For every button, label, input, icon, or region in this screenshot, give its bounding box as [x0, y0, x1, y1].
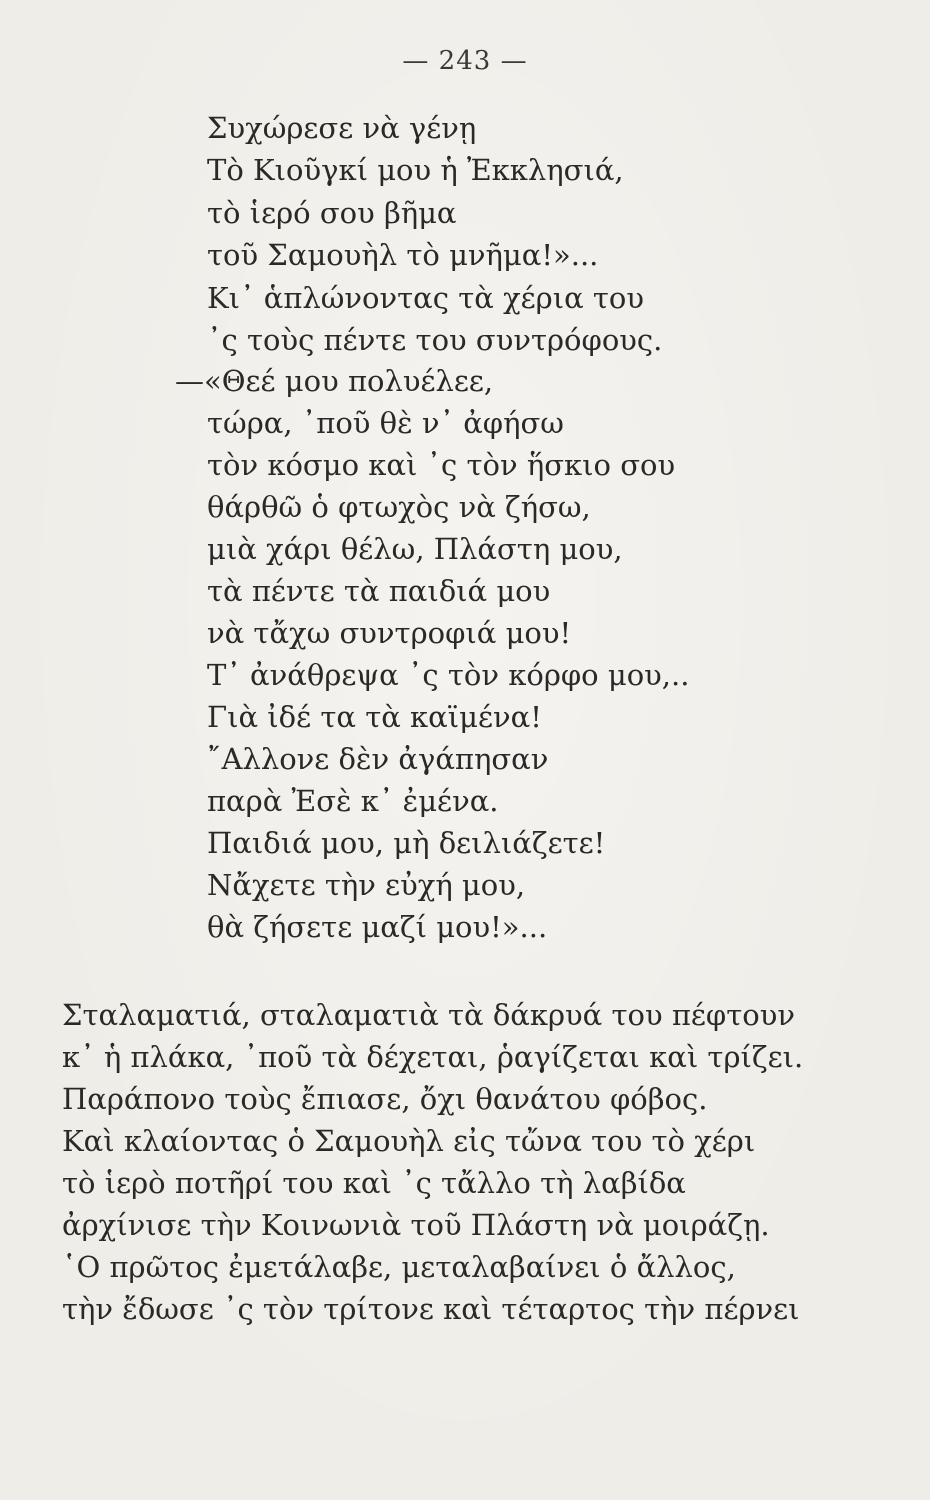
verse-line: τὰ πέντε τὰ παιδιά μου [207, 574, 551, 608]
verse-line: μιὰ χάρι θέλω, Πλάστη μου, [207, 532, 623, 566]
verse-line: —«Θεέ μου πολυέλεε, [175, 364, 494, 398]
verse-line: Κι᾿ ἁπλώνοντας τὰ χέρια του [207, 281, 645, 315]
prose-line: ἀρχίνισε τὴν Κοινωνιὰ τοῦ Πλάστη νὰ μοιράζῃ. [62, 1208, 770, 1242]
verse-line: τώρα, ᾿ποῦ θὲ ν᾿ ἀφήσω [207, 406, 564, 440]
verse-line: Γιὰ ἰδέ τα τὰ καϊμένα! [207, 700, 542, 734]
prose-line: Σταλαματιά, σταλαματιὰ τὰ δάκρυά του πέφτουν [62, 998, 795, 1032]
verse-line: ῎Αλλονε δὲν ἀγάπησαν [207, 742, 549, 776]
verse-line: θὰ ζήσετε μαζί μου!»... [207, 910, 548, 944]
verse-line: ᾿ς τοὺς πέντε του συντρόφους. [207, 323, 663, 357]
verse-line: τὸν κόσμο καὶ ᾿ς τὸν ἥσκιο σου [207, 448, 676, 482]
verse-line: θάρθῶ ὁ φτωχὸς νὰ ζήσω, [207, 490, 591, 524]
verse-line: τοῦ Σαμουὴλ τὸ μνῆμα!»... [207, 238, 599, 272]
verse-line: Τ᾿ ἀνάθρεψα ᾿ς τὸν κόρφο μου,.. [207, 658, 690, 692]
prose-line: Παράπονο τοὺς ἔπιασε, ὄχι θανάτου φόβος. [62, 1082, 708, 1116]
prose-line: ῾Ο πρῶτος ἐμετάλαβε, μεταλαβαίνει ὁ ἄλλος, [62, 1250, 736, 1284]
prose-line: τὸ ἱερὸ ποτῆρί του καὶ ᾿ς τἄλλο τὴ λαβίδα [62, 1166, 686, 1200]
prose-line: κ᾿ ἡ πλάκα, ᾿ποῦ τὰ δέχεται, ῥαγίζεται καὶ τρίζει. [62, 1040, 804, 1074]
verse-line: παρὰ Ἐσὲ κ᾿ ἐμένα. [207, 784, 499, 818]
prose-line: Καὶ κλαίοντας ὁ Σαμουὴλ εἰς τὤνα του τὸ χέρι [62, 1124, 756, 1158]
verse-line: νὰ τἄχω συντροφιά μου! [207, 616, 572, 650]
verse-line: τὸ ἱερό σου βῆμα [207, 196, 457, 230]
prose-line: τὴν ἔδωσε ᾿ς τὸν τρίτονε καὶ τέταρτος τὴν πέρνει [62, 1292, 800, 1326]
verse-line: Παιδιά μου, μὴ δειλιάζετε! [207, 826, 606, 860]
verse-line: Συχώρεσε νὰ γένῃ [207, 111, 477, 145]
verse-line: Νἄχετε τὴν εὐχή μου, [207, 868, 526, 902]
verse-line: Τὸ Κιοῦγκί μου ἡ Ἐκκλησιά, [207, 153, 624, 187]
page-number: — 243 — [402, 46, 528, 76]
